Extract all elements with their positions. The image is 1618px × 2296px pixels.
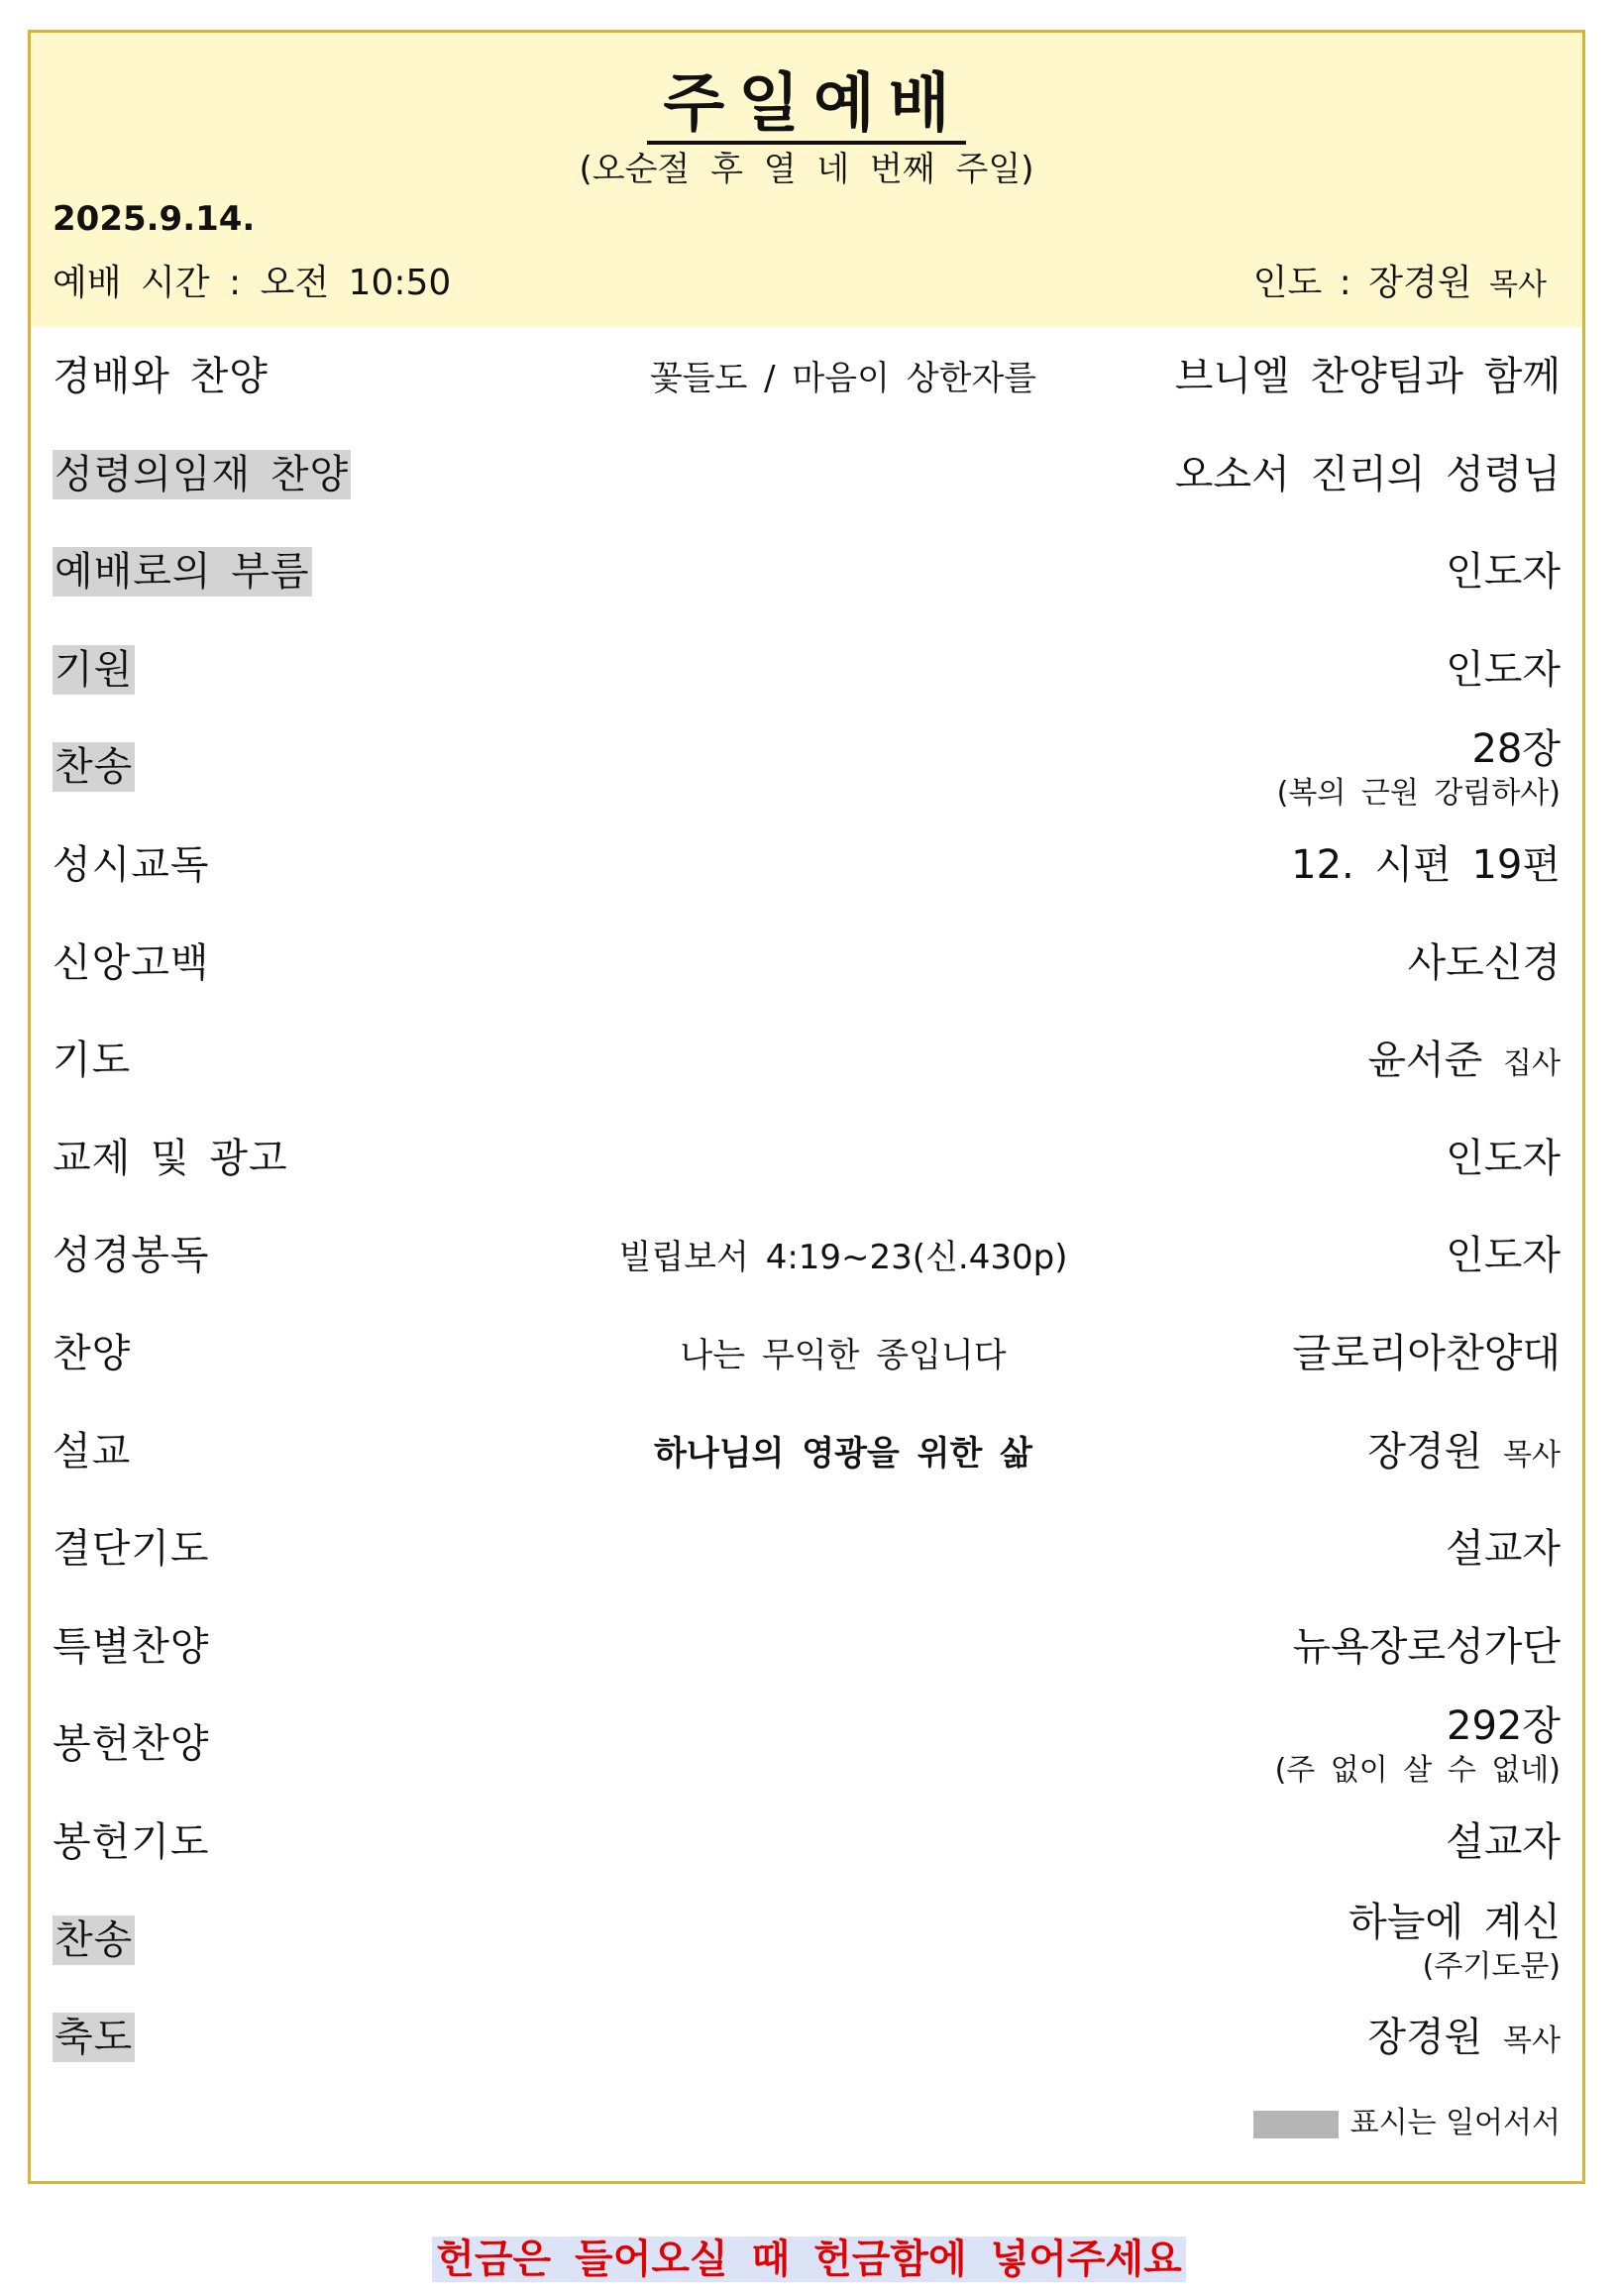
order-item-leader-text: 12. 시편 19편: [1291, 842, 1561, 888]
order-item-leader-text: 윤서준: [1367, 1038, 1483, 1084]
service-date: 2025.9.14.: [53, 199, 256, 239]
legend-swatch: [1253, 2111, 1339, 2138]
order-item-leader: [1277, 724, 1561, 814]
order-item: [31, 525, 1582, 622]
legend: [1253, 2098, 1561, 2141]
order-item-name: 교제 및 광고: [53, 1135, 288, 1181]
order-item-note: (복의 근원 강림하사): [1276, 776, 1561, 812]
order-item-leader: [1175, 450, 1561, 499]
order-item-leader-text: 설교자: [1446, 1819, 1561, 1865]
order-item: [31, 819, 1582, 916]
order-item-name: 예배로의 부름: [54, 549, 310, 596]
order-item: [31, 1502, 1582, 1599]
bulletin-header: [31, 33, 1582, 327]
order-item-leader: [1367, 1427, 1561, 1480]
order-item-name: 성경봉독: [53, 1233, 210, 1279]
service-leader: [1253, 255, 1547, 305]
order-item-name: 성시교독: [53, 842, 210, 888]
order-item: [31, 720, 1582, 818]
order-item-title: 집사: [1503, 1046, 1561, 1082]
order-item: [31, 917, 1582, 1014]
order-item-leader-text: 인도자: [1446, 549, 1561, 596]
order-item-name: 신앙고백: [53, 939, 210, 986]
order-item-leader: [1293, 1329, 1561, 1378]
order-item-note: (주기도문): [1422, 1948, 1561, 1984]
order-item-leader-text: 글로리아찬양대: [1292, 1331, 1561, 1376]
leader-label: 인도 : 장경원: [1252, 263, 1472, 303]
order-item-detail: 나는 무익한 종입니다: [680, 1336, 1007, 1375]
order-item-title: 목사: [1503, 2023, 1561, 2059]
order-item-leader: [1367, 1036, 1561, 1089]
order-item-name: 기원: [54, 646, 134, 693]
order-item-leader: [1407, 938, 1561, 988]
order-item-leader: [1446, 1134, 1561, 1183]
order-item: [31, 1307, 1582, 1404]
order-item-detail: 빌립보서 4:19~23(신.430p): [618, 1238, 1068, 1278]
order-item-leader: [1446, 1231, 1561, 1280]
subtitle: (오순절 후 열 네 번째 주일): [579, 150, 1034, 189]
order-item: [31, 330, 1582, 427]
order-item-name: 봉헌기도: [53, 1819, 210, 1865]
order-item-note: (주 없이 살 수 없네): [1274, 1753, 1561, 1789]
order-item: [31, 1209, 1582, 1306]
order-item: [31, 1991, 1582, 2088]
order-item: [31, 1405, 1582, 1502]
order-item-leader-text: 사도신경: [1407, 939, 1561, 986]
order-item-leader: [1175, 352, 1561, 401]
order-item: [31, 623, 1582, 720]
order-item-leader: [1446, 645, 1561, 695]
order-item-leader: [1275, 1701, 1561, 1791]
order-item-leader-text: 인도자: [1446, 1135, 1561, 1181]
legend-text: 표시는 일어서서: [1349, 2106, 1561, 2140]
page-title: [31, 53, 1582, 144]
order-item-name: 기도: [53, 1038, 132, 1084]
order-item-name: 특별찬양: [53, 1623, 210, 1670]
order-item-name: 찬양: [53, 1331, 132, 1376]
order-item-leader-text: 브니엘 찬양팀과 함께: [1174, 354, 1561, 399]
order-item-name: 설교: [53, 1428, 132, 1475]
order-item-leader: [1367, 2013, 1561, 2066]
order-item-leader-text: 설교자: [1446, 1526, 1561, 1573]
order-item-leader: [1348, 1898, 1561, 1987]
order-item: [31, 1112, 1582, 1209]
order-item-leader-text: 292장: [1447, 1703, 1561, 1750]
order-item-leader-text: 28장: [1471, 726, 1561, 773]
title-text: 주일예배: [647, 67, 965, 145]
order-item-leader: [1446, 1817, 1561, 1867]
order-item-title: 목사: [1503, 1437, 1561, 1473]
order-item-name: 찬송: [54, 744, 134, 791]
offering-notice: [0, 2228, 1618, 2284]
order-item-leader: [1446, 1524, 1561, 1574]
order-item-name: 결단기도: [53, 1526, 210, 1573]
order-item-leader: [1291, 840, 1561, 890]
order-item-leader-text: 오소서 진리의 성령님: [1174, 451, 1561, 497]
order-item-leader-text: 뉴욕장로성가단: [1292, 1623, 1561, 1670]
order-item-leader-text: 인도자: [1446, 646, 1561, 693]
order-item: [31, 1600, 1582, 1697]
order-item: [31, 1014, 1582, 1111]
order-item: [31, 1894, 1582, 1991]
order-item-name: 축도: [54, 2015, 134, 2061]
leader-title: 목사: [1489, 268, 1547, 302]
order-item: [31, 1697, 1582, 1795]
order-item-leader: [1293, 1622, 1561, 1672]
order-item-detail: 꽃들도 / 마음이 상한자를: [649, 359, 1037, 398]
order-item: [31, 428, 1582, 525]
order-item: [31, 1796, 1582, 1893]
order-item-leader-text: 하늘에 계신: [1348, 1899, 1561, 1945]
order-item-leader-text: 장경원: [1367, 2015, 1483, 2061]
service-time: 예배 시간 : 오전 10:50: [53, 263, 452, 303]
order-item-name: 성령의임재 찬양: [54, 451, 350, 497]
order-item-detail: 하나님의 영광을 위한 삶: [654, 1433, 1032, 1474]
bulletin-frame: [28, 30, 1585, 2184]
order-item-leader-text: 장경원: [1367, 1428, 1483, 1475]
offering-notice-text: 헌금은 들어오실 때 헌금함에 넣어주세요: [432, 2237, 1186, 2282]
order-item-leader: [1446, 547, 1561, 597]
order-item-name: 봉헌찬양: [53, 1721, 210, 1768]
order-item-name: 찬송: [54, 1916, 134, 1963]
order-item-leader-text: 인도자: [1446, 1233, 1561, 1279]
order-item-name: 경배와 찬양: [53, 354, 269, 399]
